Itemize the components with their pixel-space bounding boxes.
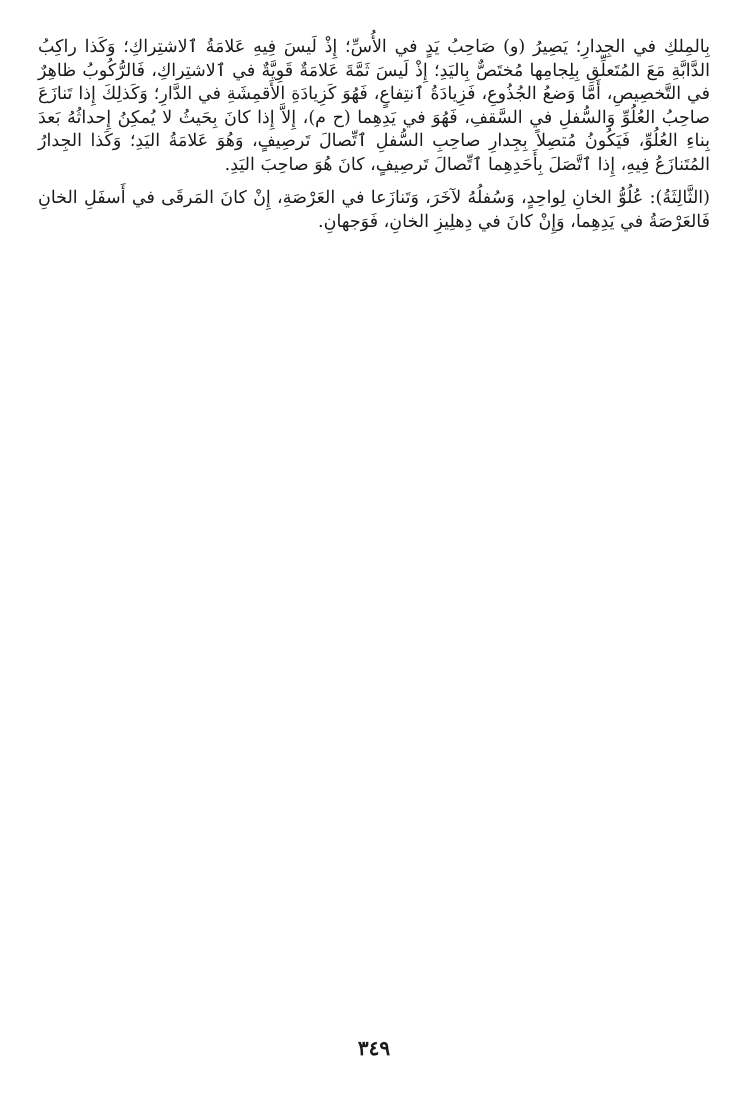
page-number: ٣٤٩: [357, 1036, 391, 1060]
paragraph-1: بِالمِلكِ في الجِدارِ؛ يَصِيرُ (و) صَاحِبُ يَدٍ في الأُسِّ؛ إِذْ لَيسَ فِيهِ عَلامَةُ ٱلاشتِراكِ؛ وَكَذا راكِبُ الدَّابَّةِ مَعَ المُتَعلِّقِ بِلِجامِها مُختَصٌّ بِاليَدِ؛ إِذْ لَيسَ ثَمَّةَ عَلامَةٌ قَوِيَّةٌ في ٱلاشتِراكِ، فَالرُّكُوبُ ظاهِرٌ في التَّخصِيصِ، أَمَّا وَضعُ الجُذُوعِ، فَزِيادَةُ ٱنتِفاعٍ، فَهُوَ كَزِيادَةِ الأَقمِشَةِ في الدَّارِ؛ وَكَذلِكَ إِذا تَنازَعَ صاحِبُ العُلُوِّ وَالسُّفلِ في السَّقفِ، فَهُوَ في يَدِهِما (ح م)، إِلاَّ إِذا كانَ بِحَيثُ لا يُمكِنُ إِحداثُهُ بَعدَ بِناءِ العُلُوِّ، فَيَكُونُ مُتصِلاً بِجِدارِ صاحِبِ السُّفلِ ٱتِّصالَ تَرصِيفٍ، وَهُوَ عَلامَةُ اليَدِ؛ وَكَذا الجِدارُ المُتَنازَعُ فِيهِ، إِذا ٱتَّصَلَ بِأَحَدِهِما ٱتِّصالَ تَرصِيفٍ، كانَ هُوَ صاحِبَ اليَدِ.: [38, 37, 710, 175]
paragraph-2: (الثَّالِثَةُ): عُلُوُّ الخانِ لِواحِدٍ، وَسُفلُهُ لآخَرَ، وَتَنازَعا في العَرْصَةِ، إِنْ كانَ المَرقَى في أَسفَلِ الخانِ فَالعَرْصَةُ في يَدِهِما، وَإِنْ كانَ في دِهلِيزِ الخانِ، فَوَجهانِ.: [38, 188, 710, 232]
page-body: [38, 36, 710, 234]
